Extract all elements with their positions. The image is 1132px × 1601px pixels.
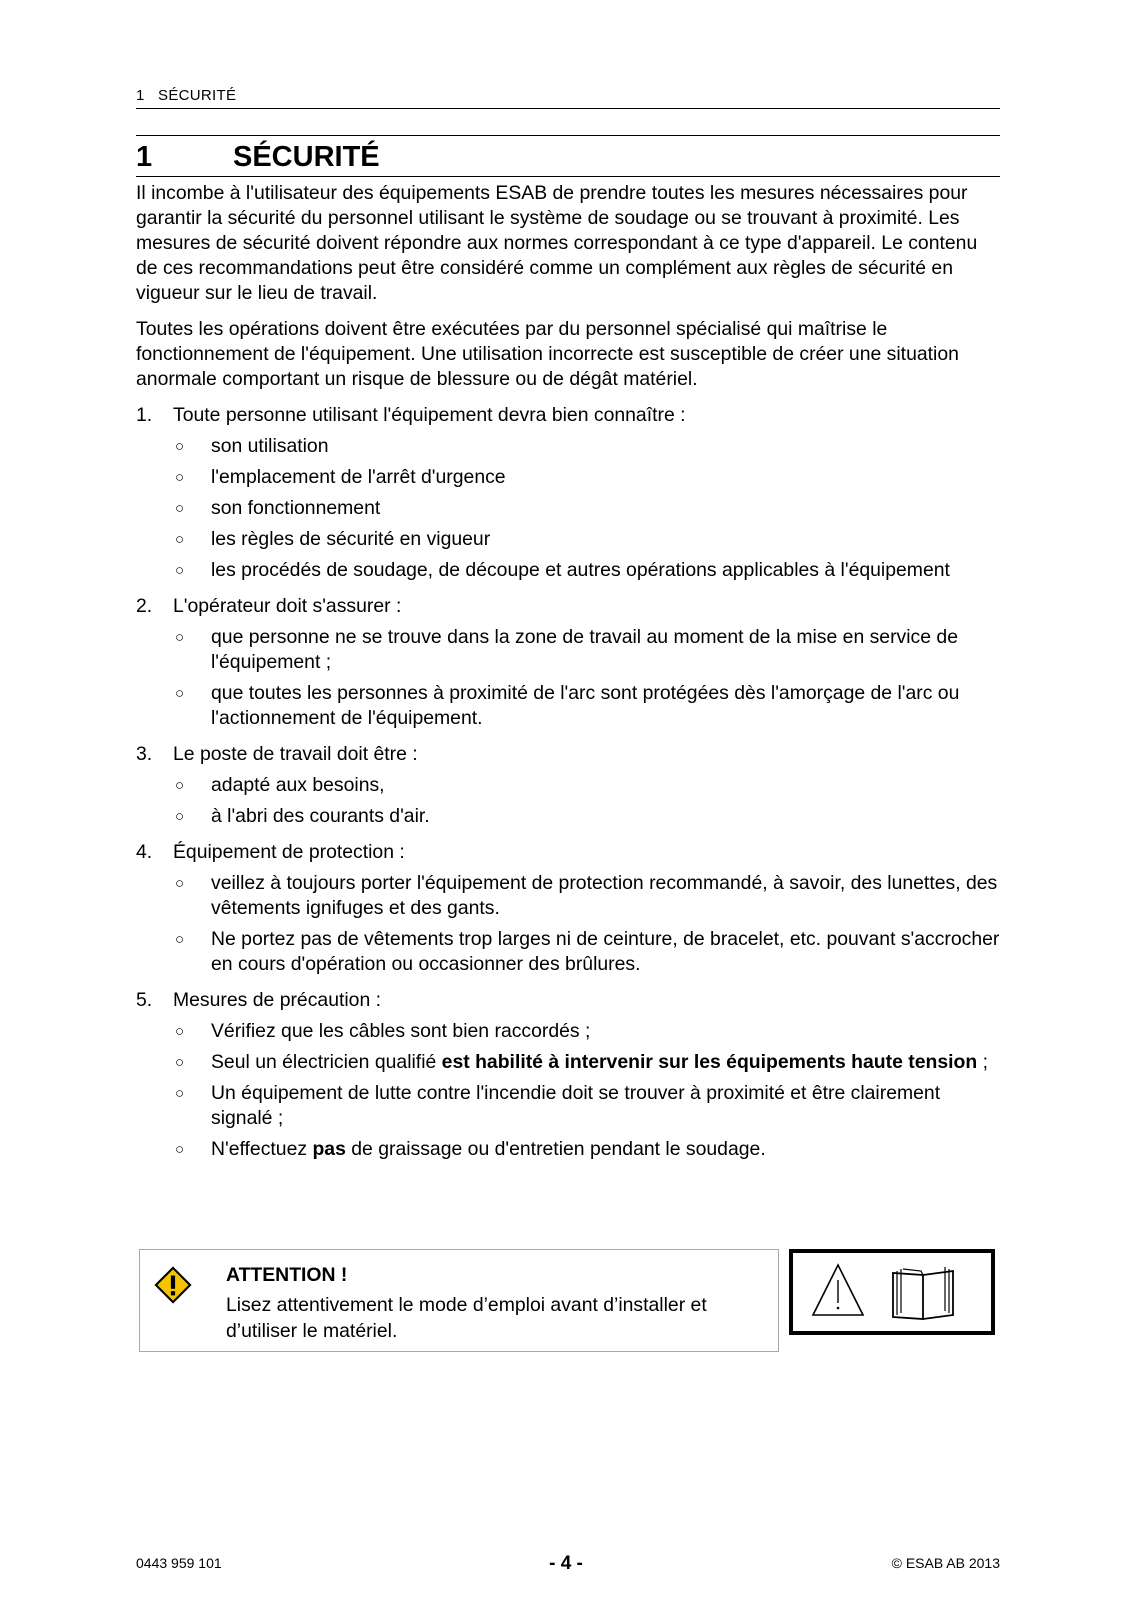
bullet-icon: ○ xyxy=(175,438,185,455)
warning-title: ATTENTION ! xyxy=(226,1264,348,1286)
sub-list-text: son utilisation xyxy=(211,435,329,457)
bullet-icon: ○ xyxy=(175,469,185,486)
bullet-icon: ○ xyxy=(175,875,185,892)
sub-list-item xyxy=(136,804,1000,829)
sub-list-item xyxy=(136,773,1000,798)
sub-list-item xyxy=(136,927,1000,977)
sub-list-item xyxy=(136,1050,1000,1075)
list-item xyxy=(136,742,1000,767)
sub-list-item xyxy=(136,527,1000,552)
sub-list-text: son fonctionnement xyxy=(211,497,381,519)
bullet-icon: ○ xyxy=(175,1054,185,1071)
list-item-number: 2. xyxy=(136,595,153,617)
sub-list-text: N'effectuez xyxy=(211,1138,313,1160)
bullet-icon: ○ xyxy=(175,808,185,825)
list-item xyxy=(136,840,1000,865)
sub-list-item xyxy=(136,1137,1000,1162)
bullet-icon: ○ xyxy=(175,777,185,794)
section-title: SÉCURITÉ xyxy=(233,141,380,173)
list-item xyxy=(136,403,1000,428)
section-number: 1 xyxy=(136,141,153,173)
numbered-list xyxy=(136,403,1000,1162)
running-header-text: 1 SÉCURITÉ xyxy=(136,87,237,104)
sub-list-text: l'emplacement de l'arrêt d'urgence xyxy=(211,466,506,488)
bullet-icon: ○ xyxy=(175,1085,185,1102)
running-header xyxy=(136,87,1000,109)
sub-list-text: à l'abri des courants d'air. xyxy=(211,805,430,827)
sub-list-text: Vérifiez que les câbles sont bien raccordés ; xyxy=(211,1020,591,1042)
read-manual-icon xyxy=(793,1253,991,1331)
sub-list-text: que toutes les personnes à proximité de l'arc sont protégées dès l'amorçage de l'arc ou l'actionnement de l'équipement. xyxy=(211,682,960,729)
bullet-icon: ○ xyxy=(175,1141,185,1158)
list-item-text: Le poste de travail doit être : xyxy=(173,743,418,765)
bullet-icon: ○ xyxy=(175,562,185,579)
sub-list-item xyxy=(136,625,1000,675)
list-item-number: 5. xyxy=(136,989,153,1011)
sub-list-text: Seul un électricien qualifié xyxy=(211,1051,442,1073)
sub-list-text: que personne ne se trouve dans la zone de travail au moment de la mise en service de l'équipement ; xyxy=(211,626,958,673)
sub-list-item xyxy=(136,558,1000,583)
intro-paragraph: Il incombe à l'utilisateur des équipements ESAB de prendre toutes les mesures nécessaires pour garantir la sécurité du personnel utilisant le système de soudage ou se trouvant à proximité. Les mesures de sécurité doivent répondre aux normes correspondant à ce type d'appareil. Le contenu de ces recommandations peut être considéré comme un complément aux règles de sécurité en vigueur sur le lieu de travail. xyxy=(136,182,978,304)
warning-icon xyxy=(154,1266,192,1304)
sub-list-item xyxy=(136,496,1000,521)
list-item-number: 4. xyxy=(136,841,153,863)
sub-list-item xyxy=(136,465,1000,490)
bullet-icon: ○ xyxy=(175,531,185,548)
bullet-icon: ○ xyxy=(175,685,185,702)
sub-list-item xyxy=(136,1081,1000,1131)
sub-list-item xyxy=(136,871,1000,921)
sub-list-text: les règles de sécurité en vigueur xyxy=(211,528,491,550)
list-item-number: 3. xyxy=(136,743,153,765)
sub-list-text: les procédés de soudage, de découpe et autres opérations applicables à l'équipement xyxy=(211,559,950,581)
sub-list-item xyxy=(136,681,1000,731)
sub-list-item xyxy=(136,434,1000,459)
safety-content xyxy=(136,181,1000,1162)
warning-text: Lisez attentivement le mode d’emploi avant d’installer et d’utiliser le matériel. xyxy=(226,1294,707,1342)
list-item xyxy=(136,594,1000,619)
read-manual-pictogram xyxy=(789,1249,995,1335)
list-item-number: 1. xyxy=(136,404,153,426)
sub-list-item xyxy=(136,1019,1000,1044)
sub-list-text: adapté aux besoins, xyxy=(211,774,385,796)
list-item-text: Mesures de précaution : xyxy=(173,989,382,1011)
sub-list-text: Ne portez pas de vêtements trop larges ni de ceinture, de bracelet, etc. pouvant s'accrocher en cours d'opération ou occasionner des brûlures. xyxy=(211,928,1000,975)
sub-list-text: de graissage ou d'entretien pendant le soudage. xyxy=(345,1138,766,1160)
warning-box xyxy=(139,1249,779,1352)
sub-list-text: Un équipement de lutte contre l'incendie doit se trouver à proximité et être clairement signalé ; xyxy=(211,1082,941,1129)
sub-list-emphasis: pas xyxy=(312,1138,346,1160)
footer-page-number: - 4 - xyxy=(549,1553,583,1574)
list-item xyxy=(136,988,1000,1013)
bullet-icon: ○ xyxy=(175,500,185,517)
bullet-icon: ○ xyxy=(175,629,185,646)
sub-list-text: ; xyxy=(977,1051,988,1073)
bullet-icon: ○ xyxy=(175,1023,185,1040)
list-item-text: L'opérateur doit s'assurer : xyxy=(173,595,402,617)
sub-list-text: veillez à toujours porter l'équipement de protection recommandé, à savoir, des lunettes, des vêtements ignifuges et des gants. xyxy=(211,872,998,919)
footer-doc-number: 0443 959 101 xyxy=(136,1555,222,1571)
intro-paragraph: Toutes les opérations doivent être exécutées par du personnel spécialisé qui maîtrise le fonctionnement de l'équipement. Une utilisation incorrecte est susceptible de créer une situation anormale comportant un risque de blessure ou de dégât matériel. xyxy=(136,318,959,390)
footer-copyright: © ESAB AB 2013 xyxy=(891,1555,1000,1571)
list-item-text: Toute personne utilisant l'équipement devra bien connaître : xyxy=(173,404,686,426)
sub-list-emphasis: est habilité à intervenir sur les équipements haute tension xyxy=(441,1051,978,1073)
list-item-text: Équipement de protection : xyxy=(173,841,405,863)
section-heading xyxy=(136,135,1000,177)
bullet-icon: ○ xyxy=(175,931,185,948)
